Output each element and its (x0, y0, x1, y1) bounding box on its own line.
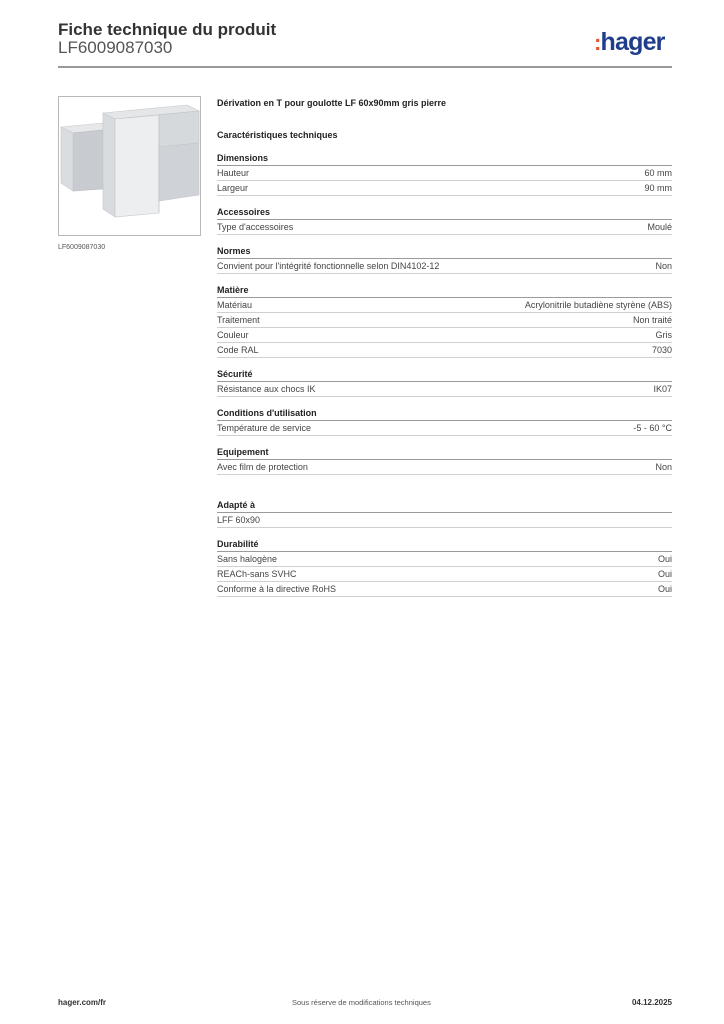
spec-group-conditions (217, 407, 672, 436)
spec-label: REACh-sans SVHC (217, 569, 297, 579)
spec-label: LFF 60x90 (217, 515, 261, 525)
group-title: Adapté à (217, 499, 672, 513)
spec-label: Couleur (217, 330, 249, 340)
spec-row (217, 220, 672, 235)
product-title: Dérivation en T pour goulotte LF 60x90mm gris pierre (217, 98, 447, 108)
footer-disclaimer: Sous réserve de modifications techniques (292, 998, 431, 1007)
spec-value: 90 mm (644, 183, 672, 193)
spec-row (217, 298, 672, 313)
spec-label: Traitement (217, 315, 260, 325)
group-title: Sécurité (217, 368, 672, 382)
hager-logo (594, 28, 665, 57)
spec-value: Non traité (632, 315, 672, 325)
spec-value: Non (655, 462, 672, 472)
spec-row (217, 343, 672, 358)
logo-text: hager (600, 28, 665, 56)
spec-row (217, 382, 672, 397)
spec-label: Résistance aux chocs IK (217, 384, 316, 394)
spec-row (217, 259, 672, 274)
spec-value: 60 mm (644, 168, 672, 178)
spec-value: Gris (655, 330, 672, 340)
spec-value: Moulé (647, 222, 672, 232)
document-title: Fiche technique du produit (58, 20, 277, 39)
spec-value: IK07 (653, 384, 672, 394)
spec-group-normes (217, 245, 672, 274)
spec-value: -5 - 60 °C (633, 423, 672, 433)
spec-group-accessoires (217, 206, 672, 235)
group-title: Dimensions (217, 152, 672, 166)
spec-value: Oui (657, 584, 672, 594)
group-title: Durabilité (217, 538, 672, 552)
header-divider (58, 66, 672, 68)
spec-label: Température de service (217, 423, 312, 433)
spec-label: Conforme à la directive RoHS (217, 584, 337, 594)
spec-group-equipement (217, 446, 672, 475)
product-image (59, 97, 200, 235)
spec-row (217, 313, 672, 328)
group-title: Matière (217, 284, 672, 298)
spec-value: Oui (657, 569, 672, 579)
specs-panel (217, 96, 672, 597)
section-heading: Caractéristiques techniques (217, 130, 338, 140)
footer-date: 04.12.2025 (631, 998, 672, 1007)
spec-value: Acrylonitrile butadiène styrène (ABS) (524, 300, 672, 310)
spec-value: Non (655, 261, 672, 271)
group-title: Equipement (217, 446, 672, 460)
spec-label: Largeur (217, 183, 249, 193)
spec-label: Convient pour l'intégrité fonctionnelle selon DIN4102-12 (217, 261, 440, 271)
spec-label: Sans halogène (217, 554, 278, 564)
spec-group-securite (217, 368, 672, 397)
spec-group-matiere (217, 284, 672, 358)
spec-row (217, 328, 672, 343)
spec-row (217, 421, 672, 436)
spec-label: Code RAL (217, 345, 259, 355)
spec-row (217, 166, 672, 181)
spec-value: Oui (657, 554, 672, 564)
group-title: Normes (217, 245, 672, 259)
spec-label: Hauteur (217, 168, 250, 178)
product-image-frame (58, 96, 201, 236)
group-title: Conditions d'utilisation (217, 407, 672, 421)
logo-colon: : (594, 30, 601, 55)
spec-row (217, 582, 672, 597)
spec-row (217, 513, 672, 528)
group-title: Accessoires (217, 206, 672, 220)
spec-group-durabilite (217, 538, 672, 597)
spec-row (217, 460, 672, 475)
image-caption: LF6009087030 (58, 244, 106, 251)
spec-row (217, 181, 672, 196)
spec-row (217, 552, 672, 567)
spec-group-dimensions (217, 152, 672, 196)
spec-label: Matériau (217, 300, 253, 310)
spec-group-adapte (217, 499, 672, 528)
footer-website-link[interactable]: hager.com/fr (58, 998, 107, 1007)
spec-label: Type d'accessoires (217, 222, 294, 232)
spec-label: Avec film de protection (217, 462, 308, 472)
spec-row (217, 567, 672, 582)
product-reference: LF6009087030 (58, 38, 173, 57)
spec-value: 7030 (651, 345, 672, 355)
